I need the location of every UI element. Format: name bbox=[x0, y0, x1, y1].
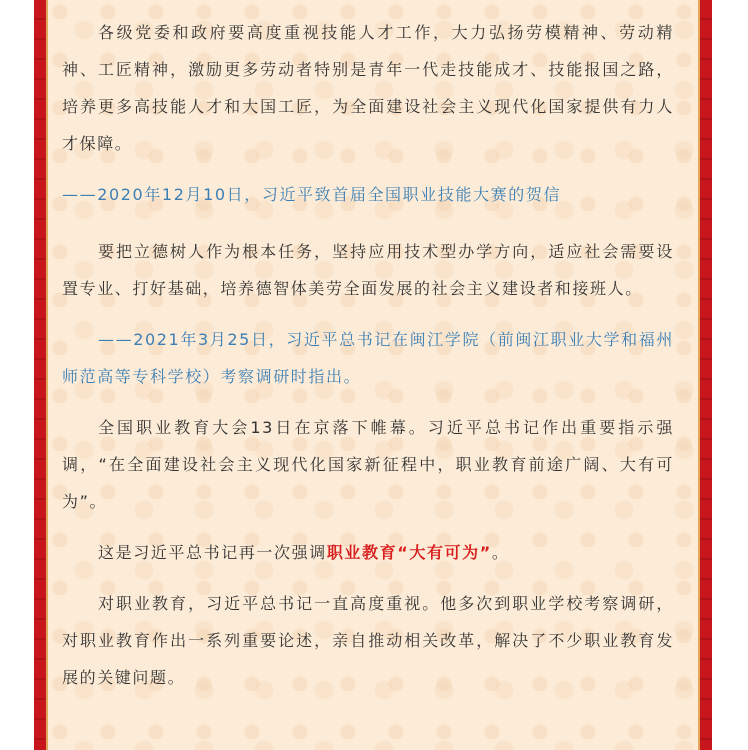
left-red-border bbox=[34, 0, 48, 750]
paragraph-4-text: 这是习近平总书记再一次强调 bbox=[98, 543, 327, 562]
paragraph-4-end: 。 bbox=[491, 543, 510, 562]
paragraph-2: 要把立德树人作为根本任务，坚持应用技术型办学方向，适应社会需要设置专业、打好基础，培养德智体美劳全面发展的社会主义建设者和接班人。 bbox=[62, 242, 674, 298]
quote-source-2: ——2021年3月25日，习近平总书记在闽江学院（前闽江职业大学和福州师范高等专科学校）考察调研时指出。 bbox=[62, 330, 674, 386]
paragraph-4 bbox=[62, 534, 674, 571]
highlight-text: 职业教育“大有可为” bbox=[326, 543, 492, 562]
paragraph-1: 各级党委和政府要高度重视技能人才工作，大力弘扬劳模精神、劳动精神、工匠精神，激励更多劳动者特别是青年一代走技能成才、技能报国之路，培养更多高技能人才和大国工匠，为全面建设社会主义现代化国家提供有力人才保障。 bbox=[62, 23, 674, 153]
article-content bbox=[62, 14, 674, 696]
quote-source-1: ——2020年12月10日，习近平致首届全国职业技能大赛的贺信 bbox=[62, 185, 562, 204]
paragraph-3: 全国职业教育大会13日在京落下帷幕。习近平总书记作出重要指示强调，“在全面建设社会主义现代化国家新征程中，职业教育前途广阔、大有可为”。 bbox=[62, 418, 674, 511]
paragraph-5: 对职业教育，习近平总书记一直高度重视。他多次到职业学校考察调研，对职业教育作出一系列重要论述，亲自推动相关改革，解决了不少职业教育发展的关键问题。 bbox=[62, 594, 674, 687]
right-red-border bbox=[698, 0, 712, 750]
